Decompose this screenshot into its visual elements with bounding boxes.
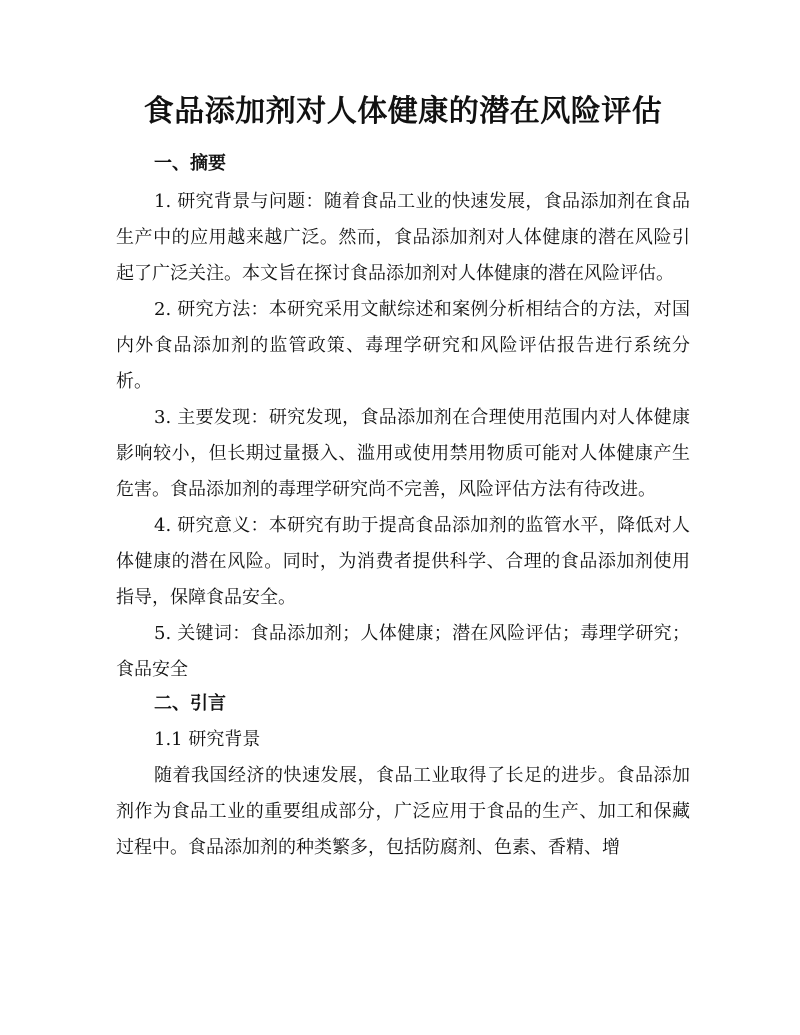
document-title: 食品添加剂对人体健康的潜在风险评估 <box>143 94 663 129</box>
introduction-paragraph: 随着我国经济的快速发展，食品工业取得了长足的进步。食品添加剂作为食品工业的重要组成部分，广泛应用于食品的生产、加工和保藏过程中。食品添加剂的种类繁多，包括防腐剂、色素、香精、增 <box>116 765 690 858</box>
abstract-heading: 一、摘要 <box>154 153 226 174</box>
abstract-item-1: 1. 研究背景与问题：随着食品工业的快速发展，食品添加剂在食品生产中的应用越来越广泛。然而，食品添加剂对人体健康的潜在风险引起了广泛关注。本文旨在探讨食品添加剂对人体健康的潜在风险评估。 <box>116 191 690 284</box>
abstract-item-4: 4. 研究意义：本研究有助于提高食品添加剂的监管水平，降低对人体健康的潜在风险。同时，为消费者提供科学、合理的食品添加剂使用指导，保障食品安全。 <box>116 515 690 608</box>
abstract-item-3: 3. 主要发现：研究发现，食品添加剂在合理使用范围内对人体健康影响较小，但长期过量摄入、滥用或使用禁用物质可能对人体健康产生危害。食品添加剂的毒理学研究尚不完善，风险评估方法有待改进。 <box>116 407 690 500</box>
abstract-item-5: 5. 关键词：食品添加剂；人体健康；潜在风险评估；毒理学研究；食品安全 <box>116 623 690 680</box>
abstract-item-2: 2. 研究方法：本研究采用文献综述和案例分析相结合的方法，对国内外食品添加剂的监管政策、毒理学研究和风险评估报告进行系统分析。 <box>116 299 690 392</box>
introduction-heading: 二、引言 <box>154 693 226 714</box>
introduction-subheading: 1.1 研究背景 <box>154 729 261 750</box>
